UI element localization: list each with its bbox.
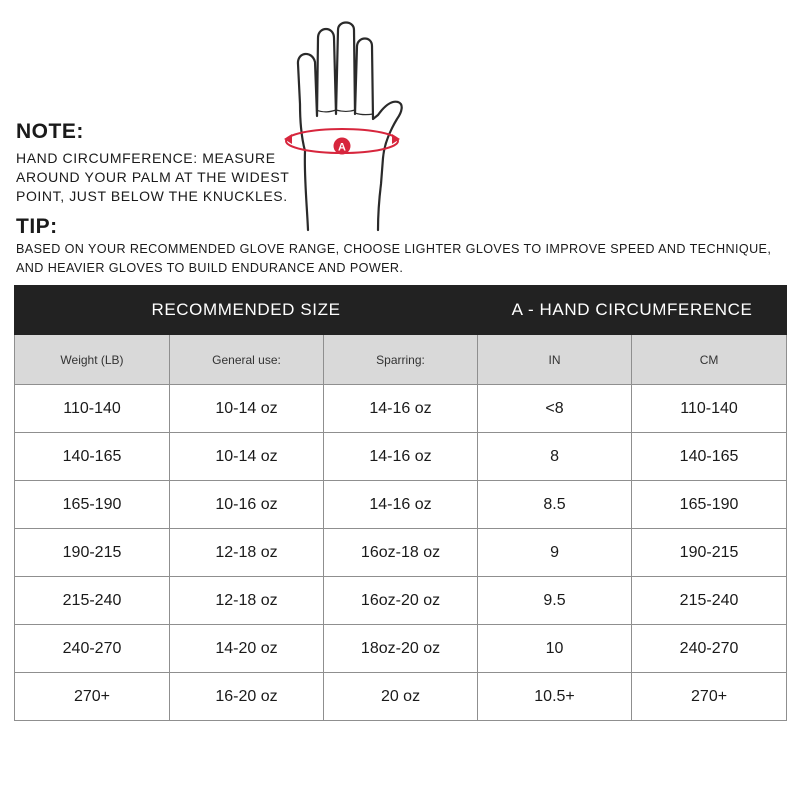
cell-general-use: 10-16 oz <box>170 481 324 529</box>
cell-in: 9.5 <box>478 577 632 625</box>
cell-cm: 215-240 <box>632 577 787 625</box>
table-row <box>15 577 787 625</box>
cell-sparring: 16oz-18 oz <box>324 529 478 577</box>
note-text: HAND CIRCUMFERENCE: MEASURE AROUND YOUR PALM AT THE WIDEST POINT, JUST BELOW THE KNUCKLES. <box>16 150 290 204</box>
column-header-weight: Weight (LB) <box>15 335 170 385</box>
arrow-right-icon <box>392 134 400 144</box>
hand-measurement-diagram <box>280 16 410 234</box>
hand-outline <box>298 23 402 231</box>
cell-weight: 190-215 <box>15 529 170 577</box>
column-header-sparring: Sparring: <box>324 335 478 385</box>
cell-weight: 240-270 <box>15 625 170 673</box>
group-header-hand-circumference: A - HAND CIRCUMFERENCE <box>478 286 787 335</box>
cell-in: <8 <box>478 385 632 433</box>
cell-weight: 140-165 <box>15 433 170 481</box>
table-row <box>15 625 787 673</box>
cell-in: 10 <box>478 625 632 673</box>
cell-weight: 270+ <box>15 673 170 721</box>
cell-in: 9 <box>478 529 632 577</box>
cell-sparring: 20 oz <box>324 673 478 721</box>
cell-weight: 215-240 <box>15 577 170 625</box>
cell-weight: 110-140 <box>15 385 170 433</box>
table-row <box>15 481 787 529</box>
group-header-recommended-size: RECOMMENDED SIZE <box>15 286 478 335</box>
group-header-row <box>15 286 787 335</box>
note-title: NOTE: <box>16 120 84 143</box>
cell-general-use: 14-20 oz <box>170 625 324 673</box>
cell-in: 10.5+ <box>478 673 632 721</box>
cell-general-use: 12-18 oz <box>170 577 324 625</box>
cell-general-use: 16-20 oz <box>170 673 324 721</box>
cell-general-use: 10-14 oz <box>170 385 324 433</box>
column-header-in: IN <box>478 335 632 385</box>
column-header-cm: CM <box>632 335 787 385</box>
glove-size-table <box>14 285 787 721</box>
marker-a-label: A <box>338 141 346 154</box>
table-row <box>15 673 787 721</box>
table-row <box>15 529 787 577</box>
tip-text: BASED ON YOUR RECOMMENDED GLOVE RANGE, CHOOSE LIGHTER GLOVES TO IMPROVE SPEED AND TECHNIQUE, AND HEAVIER GLOVES TO BUILD ENDURANCE AND POWER. <box>16 242 772 275</box>
cell-general-use: 10-14 oz <box>170 433 324 481</box>
table-row <box>15 385 787 433</box>
table-row <box>15 433 787 481</box>
cell-sparring: 14-16 oz <box>324 433 478 481</box>
cell-cm: 165-190 <box>632 481 787 529</box>
cell-sparring: 18oz-20 oz <box>324 625 478 673</box>
cell-general-use: 12-18 oz <box>170 529 324 577</box>
cell-sparring: 14-16 oz <box>324 385 478 433</box>
cell-in: 8.5 <box>478 481 632 529</box>
cell-cm: 110-140 <box>632 385 787 433</box>
tip-title: TIP: <box>16 215 58 238</box>
cell-in: 8 <box>478 433 632 481</box>
cell-cm: 190-215 <box>632 529 787 577</box>
cell-cm: 240-270 <box>632 625 787 673</box>
cell-weight: 165-190 <box>15 481 170 529</box>
cell-cm: 140-165 <box>632 433 787 481</box>
cell-sparring: 16oz-20 oz <box>324 577 478 625</box>
column-header-general-use: General use: <box>170 335 324 385</box>
cell-sparring: 14-16 oz <box>324 481 478 529</box>
cell-cm: 270+ <box>632 673 787 721</box>
column-header-row <box>15 335 787 385</box>
arrow-left-icon <box>284 134 292 144</box>
